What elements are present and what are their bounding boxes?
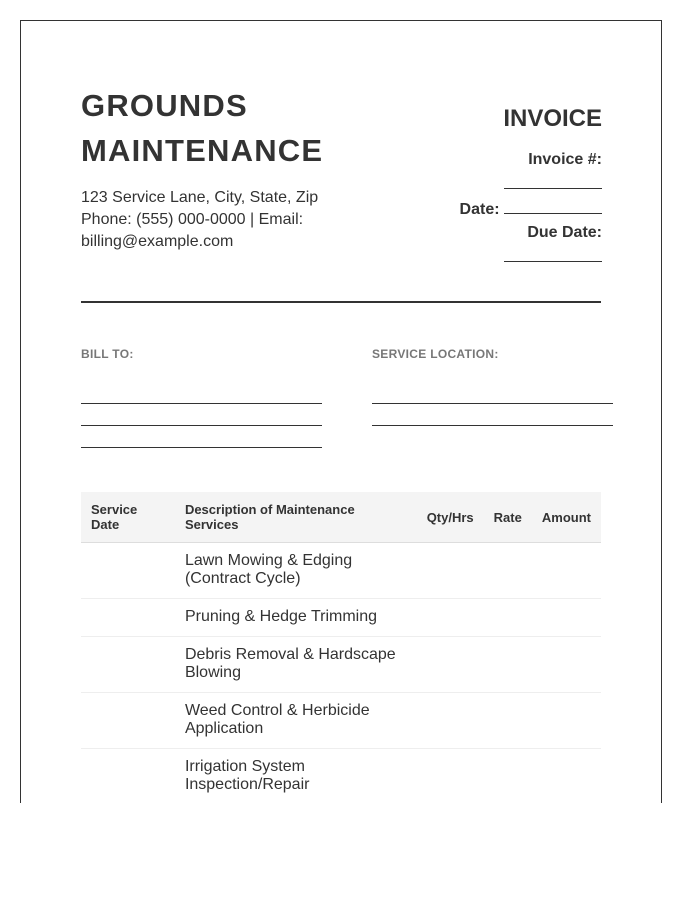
invoice-sheet — [20, 20, 662, 803]
cell-service-date[interactable] — [81, 637, 175, 693]
cell-description: Irrigation System Inspection/Repair — [175, 749, 417, 804]
cell-amount[interactable] — [532, 749, 601, 804]
invoice-meta-block — [382, 103, 602, 269]
invoice-date-label: Date: — [459, 201, 500, 218]
table-row — [81, 543, 601, 599]
cell-service-date[interactable] — [81, 599, 175, 637]
service-location-section — [372, 347, 613, 426]
header-qty: Qty/Hrs — [417, 492, 484, 543]
cell-rate[interactable] — [484, 599, 532, 637]
cell-description: Pruning & Hedge Trimming — [175, 599, 417, 637]
cell-amount[interactable] — [532, 637, 601, 693]
bill-to-line[interactable] — [81, 382, 322, 404]
cell-qty[interactable] — [417, 543, 484, 599]
cell-qty[interactable] — [417, 693, 484, 749]
cell-amount[interactable] — [532, 599, 601, 637]
invoice-date-field[interactable] — [504, 196, 602, 214]
header-rate: Rate — [484, 492, 532, 543]
cell-qty[interactable] — [417, 637, 484, 693]
cell-rate[interactable] — [484, 749, 532, 804]
invoice-due-date-label: Due Date: — [527, 224, 602, 241]
header-service-date: Service Date — [81, 492, 175, 543]
cell-qty[interactable] — [417, 599, 484, 637]
company-contact-block — [81, 187, 351, 253]
cell-service-date[interactable] — [81, 543, 175, 599]
invoice-number-field[interactable] — [504, 171, 602, 189]
company-name: GROUNDS MAINTENANCE — [81, 88, 324, 168]
cell-rate[interactable] — [484, 637, 532, 693]
table-header-row — [81, 492, 601, 543]
header-amount: Amount — [532, 492, 601, 543]
header-divider — [81, 301, 601, 303]
table-row — [81, 749, 601, 804]
cell-description: Weed Control & Herbicide Application — [175, 693, 417, 749]
services-table — [81, 492, 601, 803]
cell-rate[interactable] — [484, 693, 532, 749]
bill-to-section — [81, 347, 322, 448]
invoice-due-date-field[interactable] — [504, 244, 602, 262]
table-row — [81, 599, 601, 637]
cell-description: Debris Removal & Hardscape Blowing — [175, 637, 417, 693]
invoice-title: INVOICE — [503, 105, 602, 132]
service-location-label: SERVICE LOCATION: — [372, 347, 499, 361]
company-contact: Phone: (555) 000-0000 | Email: billing@example.com — [81, 211, 304, 250]
cell-amount[interactable] — [532, 543, 601, 599]
cell-service-date[interactable] — [81, 693, 175, 749]
cell-description: Lawn Mowing & Edging (Contract Cycle) — [175, 543, 417, 599]
bill-to-line[interactable] — [81, 426, 322, 448]
bill-to-label: BILL TO: — [81, 347, 134, 361]
invoice-number-label: Invoice #: — [528, 151, 602, 168]
company-address: 123 Service Lane, City, State, Zip — [81, 189, 319, 206]
cell-service-date[interactable] — [81, 749, 175, 804]
cell-amount[interactable] — [532, 693, 601, 749]
bill-to-line[interactable] — [81, 404, 322, 426]
cell-qty[interactable] — [417, 749, 484, 804]
table-row — [81, 637, 601, 693]
table-row — [81, 693, 601, 749]
service-location-line[interactable] — [372, 382, 613, 404]
service-location-line[interactable] — [372, 404, 613, 426]
header-description: Description of Maintenance Services — [175, 492, 417, 543]
cell-rate[interactable] — [484, 543, 532, 599]
